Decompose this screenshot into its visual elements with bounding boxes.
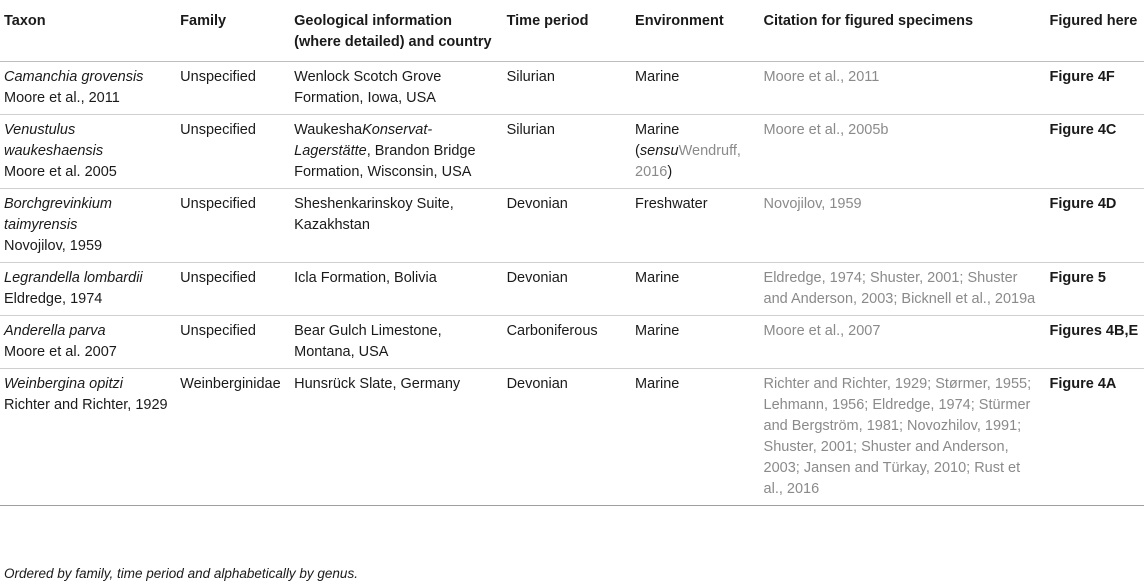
table-row bbox=[0, 115, 1144, 189]
figure-reference: Figure 4A bbox=[1049, 376, 1117, 392]
environment-sensu: sensu bbox=[639, 143, 679, 159]
time-period-cell bbox=[503, 62, 631, 115]
geology-cell bbox=[290, 263, 502, 316]
family-cell bbox=[176, 316, 290, 369]
taxon-cell bbox=[0, 189, 176, 263]
geology-text-continued: , Brandon Bridge Formation, Wisconsin, USA bbox=[294, 143, 476, 180]
environment-closing: ) bbox=[667, 164, 673, 180]
figure-reference: Figure 4D bbox=[1049, 196, 1117, 212]
table-row bbox=[0, 369, 1144, 506]
citation-links: Moore et al., 2011 bbox=[763, 69, 880, 85]
taxon-name: Anderella parva bbox=[4, 323, 106, 339]
citation-links: Moore et al., 2007 bbox=[763, 323, 881, 339]
taxon-cell bbox=[0, 369, 176, 506]
citation-cell bbox=[760, 263, 1046, 316]
geology-cell bbox=[290, 316, 502, 369]
family-cell bbox=[176, 369, 290, 506]
time-period-cell bbox=[503, 369, 631, 506]
citation-cell bbox=[760, 115, 1046, 189]
taxon-author: Eldredge, 1974 bbox=[4, 291, 103, 307]
environment-value: Marine bbox=[635, 376, 680, 392]
citation-cell bbox=[760, 369, 1046, 506]
header-family: Family bbox=[180, 13, 227, 29]
table-header bbox=[0, 0, 1144, 62]
table-row bbox=[0, 316, 1144, 369]
family-cell bbox=[176, 263, 290, 316]
geology-text: Waukesha bbox=[294, 122, 363, 138]
header-row bbox=[0, 0, 1144, 62]
citation-links: Novojilov, 1959 bbox=[763, 196, 862, 212]
environment-value: Freshwater bbox=[635, 196, 708, 212]
citation-cell bbox=[760, 316, 1046, 369]
header-geology: Geological information (where detailed) and country bbox=[294, 13, 492, 50]
environment-value: Marine ( bbox=[635, 122, 680, 159]
geology-italic-text: Konservat-Lagerstätte bbox=[294, 122, 433, 159]
table-row bbox=[0, 189, 1144, 263]
environment-citation-link: Wendruff, 2016 bbox=[635, 143, 741, 180]
time-period-cell bbox=[503, 115, 631, 189]
time-period-value: Devonian bbox=[506, 270, 568, 286]
family-value: Weinberginidae bbox=[180, 376, 281, 392]
taxon-name: Borchgrevinkium taimyrensis bbox=[4, 196, 112, 233]
family-value: Unspecified bbox=[180, 323, 256, 339]
time-period-value: Devonian bbox=[506, 196, 568, 212]
table-row bbox=[0, 62, 1144, 115]
header-time-period: Time period bbox=[506, 13, 589, 29]
environment-cell bbox=[631, 316, 759, 369]
family-value: Unspecified bbox=[180, 122, 256, 138]
geology-text: Bear Gulch Limestone, Montana, USA bbox=[294, 323, 442, 360]
table-body bbox=[0, 62, 1144, 506]
time-period-value: Silurian bbox=[506, 122, 555, 138]
time-period-value: Devonian bbox=[506, 376, 568, 392]
environment-value: Marine bbox=[635, 323, 680, 339]
environment-cell bbox=[631, 189, 759, 263]
environment-value: Marine bbox=[635, 69, 680, 85]
citation-links: Richter and Richter, 1929; Størmer, 1955; Lehmann, 1956; Eldredge, 1974; Stürmer and Bergström, 1981; Novozhilov, 1991; Shuster, 2001; Shuster and Anderson, 2003; Jansen and Türkay, 2010; Rust et al., 2016 bbox=[763, 376, 1032, 497]
environment-cell bbox=[631, 369, 759, 506]
citation-links: Moore et al., 2005b bbox=[763, 122, 889, 138]
time-period-value: Carboniferous bbox=[506, 323, 598, 339]
taxon-name: Weinbergina opitzi bbox=[4, 376, 124, 392]
table-footnote: Ordered by family, time period and alphabetically by genus. bbox=[4, 566, 358, 581]
figured-here-cell bbox=[1046, 316, 1144, 369]
family-cell bbox=[176, 115, 290, 189]
time-period-cell bbox=[503, 189, 631, 263]
header-environment: Environment bbox=[635, 13, 724, 29]
figure-reference: Figure 4F bbox=[1049, 69, 1115, 85]
header-citation: Citation for figured specimens bbox=[763, 13, 974, 29]
figure-reference: Figure 4C bbox=[1049, 122, 1117, 138]
taxon-cell bbox=[0, 115, 176, 189]
taxon-author: Moore et al., 2011 bbox=[4, 90, 120, 106]
family-value: Unspecified bbox=[180, 69, 256, 85]
figure-reference: Figure 5 bbox=[1049, 270, 1106, 286]
family-cell bbox=[176, 189, 290, 263]
time-period-value: Silurian bbox=[506, 69, 555, 85]
environment-cell bbox=[631, 263, 759, 316]
family-value: Unspecified bbox=[180, 270, 256, 286]
header-figured-here: Figured here bbox=[1049, 13, 1138, 29]
taxon-cell bbox=[0, 263, 176, 316]
citation-links: Eldredge, 1974; Shuster, 2001; Shuster and Anderson, 2003; Bicknell et al., 2019a bbox=[763, 270, 1036, 307]
taxon-name: Camanchia grovensis bbox=[4, 69, 144, 85]
geology-cell bbox=[290, 62, 502, 115]
family-cell bbox=[176, 62, 290, 115]
taxon-author: Novojilov, 1959 bbox=[4, 238, 103, 254]
environment-cell bbox=[631, 115, 759, 189]
family-value: Unspecified bbox=[180, 196, 256, 212]
citation-cell bbox=[760, 62, 1046, 115]
time-period-cell bbox=[503, 316, 631, 369]
geology-text: Hunsrück Slate, Germany bbox=[294, 376, 461, 392]
figured-here-cell bbox=[1046, 263, 1144, 316]
taxon-name: Legrandella lombardii bbox=[4, 270, 143, 286]
geology-text: Icla Formation, Bolivia bbox=[294, 270, 437, 286]
geology-text: Sheshenkarinskoy Suite, Kazakhstan bbox=[294, 196, 454, 233]
taxon-cell bbox=[0, 62, 176, 115]
geology-text: Wenlock Scotch Grove Formation, Iowa, USA bbox=[294, 69, 442, 106]
environment-value: Marine bbox=[635, 270, 680, 286]
figured-here-cell bbox=[1046, 369, 1144, 506]
taxon-author: Moore et al. 2005 bbox=[4, 164, 117, 180]
figured-here-cell bbox=[1046, 189, 1144, 263]
time-period-cell bbox=[503, 263, 631, 316]
figured-here-cell bbox=[1046, 62, 1144, 115]
taxon-cell bbox=[0, 316, 176, 369]
header-taxon: Taxon bbox=[4, 13, 46, 29]
citation-cell bbox=[760, 189, 1046, 263]
figure-reference: Figures 4B,E bbox=[1049, 323, 1139, 339]
table-row bbox=[0, 263, 1144, 316]
geology-cell bbox=[290, 189, 502, 263]
taxon-author: Richter and Richter, 1929 bbox=[4, 397, 168, 413]
geology-cell bbox=[290, 115, 502, 189]
taxon-author: Moore et al. 2007 bbox=[4, 344, 117, 360]
geology-cell bbox=[290, 369, 502, 506]
environment-cell bbox=[631, 62, 759, 115]
figured-here-cell bbox=[1046, 115, 1144, 189]
taxon-name: Venustulus waukeshaensis bbox=[4, 122, 104, 159]
